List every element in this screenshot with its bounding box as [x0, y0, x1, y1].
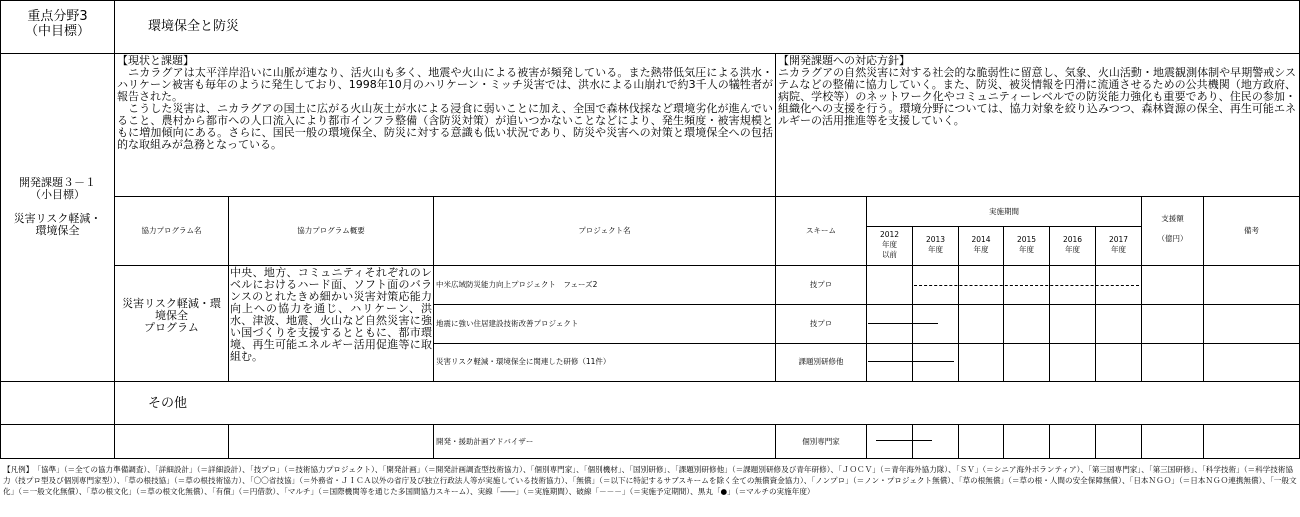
- project-name-3: 災害リスク軽減・環境保全に関連した研修（11件）: [436, 357, 611, 366]
- header-support: 支援額 （億円）: [1157, 214, 1188, 243]
- header-program-summary: 協力プログラム概要: [297, 226, 365, 235]
- project-name-1: 中米広域防災能力向上プロジェクト フェーズ2: [436, 280, 598, 289]
- project-scheme-2: 技プロ: [809, 319, 833, 328]
- table-border-bottom: [0, 458, 1300, 459]
- header-project-name: プロジェクト名: [578, 226, 631, 235]
- other-project-name: 開発・援助計画アドバイザー: [436, 437, 534, 446]
- timeline-implemented-project-3: [868, 361, 954, 362]
- col-divider-support-other: [1141, 424, 1142, 459]
- timeline-implemented-other: [876, 440, 932, 441]
- project-scheme-3: 課題別研修他: [798, 357, 844, 366]
- col-divider-other-y2017: [1095, 424, 1096, 459]
- policy-body: ニカラグアの自然災害に対する社会的な脆弱性に留意し、気象、火山活動・地震観測体制や早期警戒システムなどの整備に協力していく。また、防災、被災情報を円滑に流通させるための公共機関（地方政府、病院、学校等）のネットワーク化やコミュニティーレベルでの防災能力強化も重要であり、住民の参加・組織化への支援を行う。環境分野については、協力対象を絞り込みつつ、森林資源の保全、再生可能エネルギーの活用推進等を支援していく。: [778, 66, 1296, 127]
- col-divider-other-y2015: [1003, 424, 1004, 459]
- project-scheme-1: 技プロ: [809, 280, 833, 289]
- col-divider-remarks-other: [1203, 424, 1204, 459]
- issue-body: ニカラグアは太平洋岸沿いに山脈が連なり、活火山も多く、地震や火山による被害が頻発している。また熱帯低気圧による洪水・ハリケーン被害も毎年のように発生しており、1998年10月のハリケーン・ミッチ災害では、洪水による山崩れで約3千人の犠牲者が報告された。 こうした災害は、ニカラグアの国土に広がる火山灰土が水による浸食に弱いことに加え、全国で森林伐採など環境劣化が進んでいること、農村から都市への人口流入により都市インフラ整備（含防災対策）が追いつかないことなどにより、発生頻度・被害規模ともに増加傾向にある。さらに、国民一般の環境保全、防災に対する意識も低い状況であり、防災や災害への対策と環境保全への包括的な取組みが急務となっている。: [117, 66, 773, 151]
- header-year-2016: 2016 年度: [1062, 235, 1083, 254]
- col-divider-scheme: [866, 196, 867, 382]
- col-divider-remarks: [1203, 196, 1204, 382]
- timeline-planned-project-1: [914, 285, 1139, 286]
- dev-issue-label: 開発課題３－１ （小目標） 災害リスク軽減・ 環境保全: [13, 176, 102, 237]
- divider-program: [0, 381, 1300, 382]
- divider-header: [0, 53, 1300, 54]
- header-year-2017: 2017 年度: [1108, 235, 1129, 254]
- col-divider-summary-other: [433, 424, 434, 459]
- header-year-2013: 2013 年度: [925, 235, 946, 254]
- divider-other: [0, 424, 1300, 425]
- policy-heading: 【開発課題への対応方針】: [778, 54, 910, 67]
- table-border-top: [0, 0, 1300, 1]
- header-period: 実施期間: [989, 207, 1019, 216]
- header-year-2015: 2015 年度: [1016, 235, 1037, 254]
- other-project-scheme: 個別専門家: [802, 437, 840, 446]
- col-divider-other-y2016: [1049, 424, 1050, 459]
- header-year-2014: 2014 年度: [971, 235, 991, 254]
- header-remarks: 備考: [1244, 226, 1259, 235]
- issue-heading: 【現状と課題】: [117, 54, 194, 67]
- divider-text-block: [114, 196, 1300, 197]
- col-divider-issue-policy: [775, 53, 776, 197]
- program-name: 災害リスク軽減・環 境保全 プログラム: [122, 297, 221, 334]
- priority-area-title: 環境保全と防災: [148, 19, 240, 34]
- header-scheme: スキーム: [806, 226, 836, 235]
- col-divider-summary: [433, 196, 434, 382]
- col-divider-other-y2013: [912, 424, 913, 459]
- col-divider-program-other: [228, 424, 229, 459]
- col-divider-scheme-other: [866, 424, 867, 459]
- legend-text: 【凡例】 「協準」（＝全ての協力準備調査）、「詳細設計」（＝詳細設計）、「技プロ」（＝技術協力プロジェクト）、「開発計画」（＝開発計画調査型技術協力）、「個別専門家」、「個別機材」、「国別研修」、「課題別研修他」（＝課題別研修及び青年研修）、「ＪＯＣＶ」（＝青年海外協力隊）、「ＳＶ」（＝シニア海外ボランティア）、「第三国専門家」、「第三国研修」、「科学技術」（＝科学技術協力（技プロ型及び個別専門家型））、「草の根技協」（＝草の根技術協力）、「〇〇省技協」（＝外務省・ＪＩＣＡ以外の省庁及び独立行政法人等が実施している技術協力）、「無償」（＝以下に特記するサブスキームを除く全ての無償資金協力）、「ノンプロ」（＝ノン・プロジェクト無償）、「草の根無償」（＝草の根・人間の安全保障無償）、「日本ＮＧＯ」（＝日本ＮＧＯ連携無償）、「一般文化」（＝一般文化無償）、「草の根文化」（＝草の根文化無償）、「有償」（＝円借款）、「マルチ」（＝国際機関等を通じた多国間協力スキーム）、実線「――」（＝実施期間）、破線「－－－」（＝実施予定期間）、黒丸「●」（＝マルチの実施年度）: [3, 465, 1297, 496]
- col-divider-program: [228, 196, 229, 382]
- col-divider-other-y2014: [958, 424, 959, 459]
- header-year-2012: 2012 年度 以前: [879, 230, 900, 259]
- priority-area-label: 重点分野3 （中目標）: [24, 9, 90, 39]
- project-name-2: 地震に強い住居建設技術改善プロジェクト: [436, 319, 579, 328]
- timeline-implemented-project-2: [868, 323, 938, 324]
- program-summary: 中央、地方、コミュニティそれぞれのレベルにおけるハード面、ソフト面のバランスのとれたきめ細かい災害対策応能力向上への協力を通じ、ハリケーン、洪水、津波、地震、火山など自然災害に強い国づくりを支援するとともに、都市環境、再生可能エネルギー活用促進等に取組む。: [230, 266, 432, 363]
- other-label: その他: [148, 396, 188, 411]
- header-program-name: 協力プログラム名: [141, 226, 202, 235]
